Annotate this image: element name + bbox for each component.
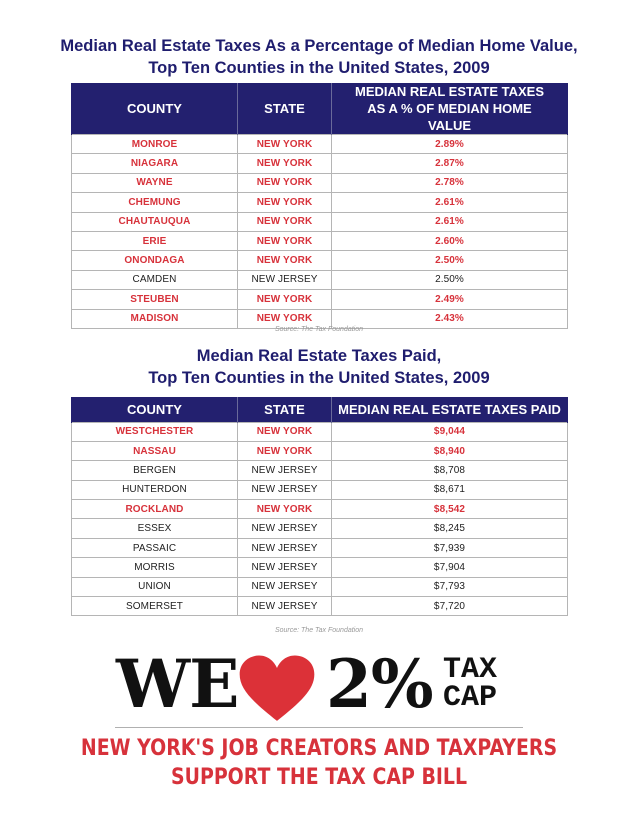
slogan-line2: SUPPORT THE TAX CAP BILL: [170, 765, 468, 790]
cell-value: $7,939: [332, 538, 568, 557]
cell-county: MADISON: [72, 309, 238, 328]
column-header-state: STATE: [238, 83, 332, 135]
cell-county: WAYNE: [72, 173, 238, 192]
cell-county: BERGEN: [72, 461, 238, 480]
table-row: [72, 231, 568, 250]
cell-value: $8,940: [332, 441, 568, 460]
column-header-county: COUNTY: [72, 83, 238, 135]
cell-state: NEW YORK: [238, 441, 332, 460]
cell-value: $8,542: [332, 500, 568, 519]
heart-icon: [237, 654, 317, 724]
cell-value: 2.87%: [332, 154, 568, 173]
cell-value: $7,904: [332, 558, 568, 577]
column-header-state: STATE: [238, 397, 332, 422]
cell-value: 2.78%: [332, 173, 568, 192]
table2-title-line2: Top Ten Counties in the United States, 2009: [148, 369, 490, 387]
cell-value: $9,044: [332, 422, 568, 441]
cell-state: NEW YORK: [238, 193, 332, 212]
cell-state: NEW YORK: [238, 309, 332, 328]
table1-title: [0, 35, 638, 79]
table-row: [72, 577, 568, 596]
cell-county: ONONDAGA: [72, 251, 238, 270]
table-row: [72, 461, 568, 480]
cell-state: NEW YORK: [238, 422, 332, 441]
logo-cap-text: CAP: [443, 681, 498, 715]
cell-value: $7,793: [332, 577, 568, 596]
cell-state: NEW JERSEY: [238, 480, 332, 499]
cell-value: 2.49%: [332, 290, 568, 309]
cell-county: UNION: [72, 577, 238, 596]
cell-state: NEW YORK: [238, 212, 332, 231]
cell-state: NEW YORK: [238, 251, 332, 270]
cell-state: NEW YORK: [238, 154, 332, 173]
logo-percent-text: 2%: [326, 645, 433, 723]
cell-state: NEW JERSEY: [238, 461, 332, 480]
table-header-row: [72, 83, 568, 135]
table-row: [72, 441, 568, 460]
table-row: [72, 212, 568, 231]
percentage-table: [71, 83, 568, 329]
table-row: [72, 193, 568, 212]
cell-county: PASSAIC: [72, 538, 238, 557]
table-row: [72, 538, 568, 557]
column-header-value: MEDIAN REAL ESTATE TAXES AS A % OF MEDIAN HOME VALUE: [332, 83, 568, 135]
logo-tax-text: TAX: [443, 653, 498, 687]
cell-state: NEW YORK: [238, 135, 332, 154]
table1-title-line2: Top Ten Counties in the United States, 2009: [148, 59, 490, 77]
cell-value: $8,708: [332, 461, 568, 480]
cell-county: MONROE: [72, 135, 238, 154]
cell-county: CHAUTAUQUA: [72, 212, 238, 231]
cell-value: 2.60%: [332, 231, 568, 250]
column-header-county: COUNTY: [72, 397, 238, 422]
cell-county: WESTCHESTER: [72, 422, 238, 441]
cell-state: NEW JERSEY: [238, 270, 332, 289]
table-row: [72, 597, 568, 616]
table-row: [72, 290, 568, 309]
cell-value: $8,671: [332, 480, 568, 499]
column-header-value: MEDIAN REAL ESTATE TAXES PAID: [332, 397, 568, 422]
table-row: [72, 154, 568, 173]
table-row: [72, 135, 568, 154]
cell-value: 2.50%: [332, 270, 568, 289]
cell-county: NASSAU: [72, 441, 238, 460]
logo-we-text: WE: [116, 645, 239, 723]
divider-line: [115, 727, 523, 728]
table2-title-line1: Median Real Estate Taxes Paid,: [196, 347, 442, 365]
table2-title: [0, 345, 638, 389]
table-row: [72, 500, 568, 519]
taxes-paid-table: [71, 397, 568, 616]
cell-value: 2.43%: [332, 309, 568, 328]
cell-county: ROCKLAND: [72, 500, 238, 519]
cell-state: NEW YORK: [238, 290, 332, 309]
cell-state: NEW YORK: [238, 173, 332, 192]
cell-state: NEW JERSEY: [238, 519, 332, 538]
cell-value: $8,245: [332, 519, 568, 538]
table-row: [72, 270, 568, 289]
table1-source: Source: The Tax Foundation: [274, 326, 364, 333]
slogan-line1: NEW YORK'S JOB CREATORS AND TAXPAYERS: [80, 736, 558, 761]
table-row: [72, 480, 568, 499]
cell-county: ESSEX: [72, 519, 238, 538]
cell-value: 2.61%: [332, 212, 568, 231]
cell-county: STEUBEN: [72, 290, 238, 309]
cell-value: $7,720: [332, 597, 568, 616]
cell-county: MORRIS: [72, 558, 238, 577]
table-header-row: [72, 397, 568, 422]
cell-county: SOMERSET: [72, 597, 238, 616]
table-row: [72, 173, 568, 192]
table-row: [72, 519, 568, 538]
table-row: [72, 558, 568, 577]
table-row: [72, 251, 568, 270]
cell-state: NEW JERSEY: [238, 577, 332, 596]
cell-county: CHEMUNG: [72, 193, 238, 212]
cell-state: NEW JERSEY: [238, 597, 332, 616]
cell-state: NEW YORK: [238, 500, 332, 519]
table-row: [72, 422, 568, 441]
cell-value: 2.89%: [332, 135, 568, 154]
cell-value: 2.50%: [332, 251, 568, 270]
table2-source: Source: The Tax Foundation: [274, 627, 364, 634]
table1-title-line1: Median Real Estate Taxes As a Percentage of Median Home Value,: [60, 37, 578, 55]
cell-county: HUNTERDON: [72, 480, 238, 499]
cell-state: NEW JERSEY: [238, 558, 332, 577]
cell-county: CAMDEN: [72, 270, 238, 289]
cell-county: NIAGARA: [72, 154, 238, 173]
cell-county: ERIE: [72, 231, 238, 250]
cell-state: NEW YORK: [238, 231, 332, 250]
logo-tax-cap: [443, 653, 533, 715]
cell-value: 2.61%: [332, 193, 568, 212]
cell-state: NEW JERSEY: [238, 538, 332, 557]
